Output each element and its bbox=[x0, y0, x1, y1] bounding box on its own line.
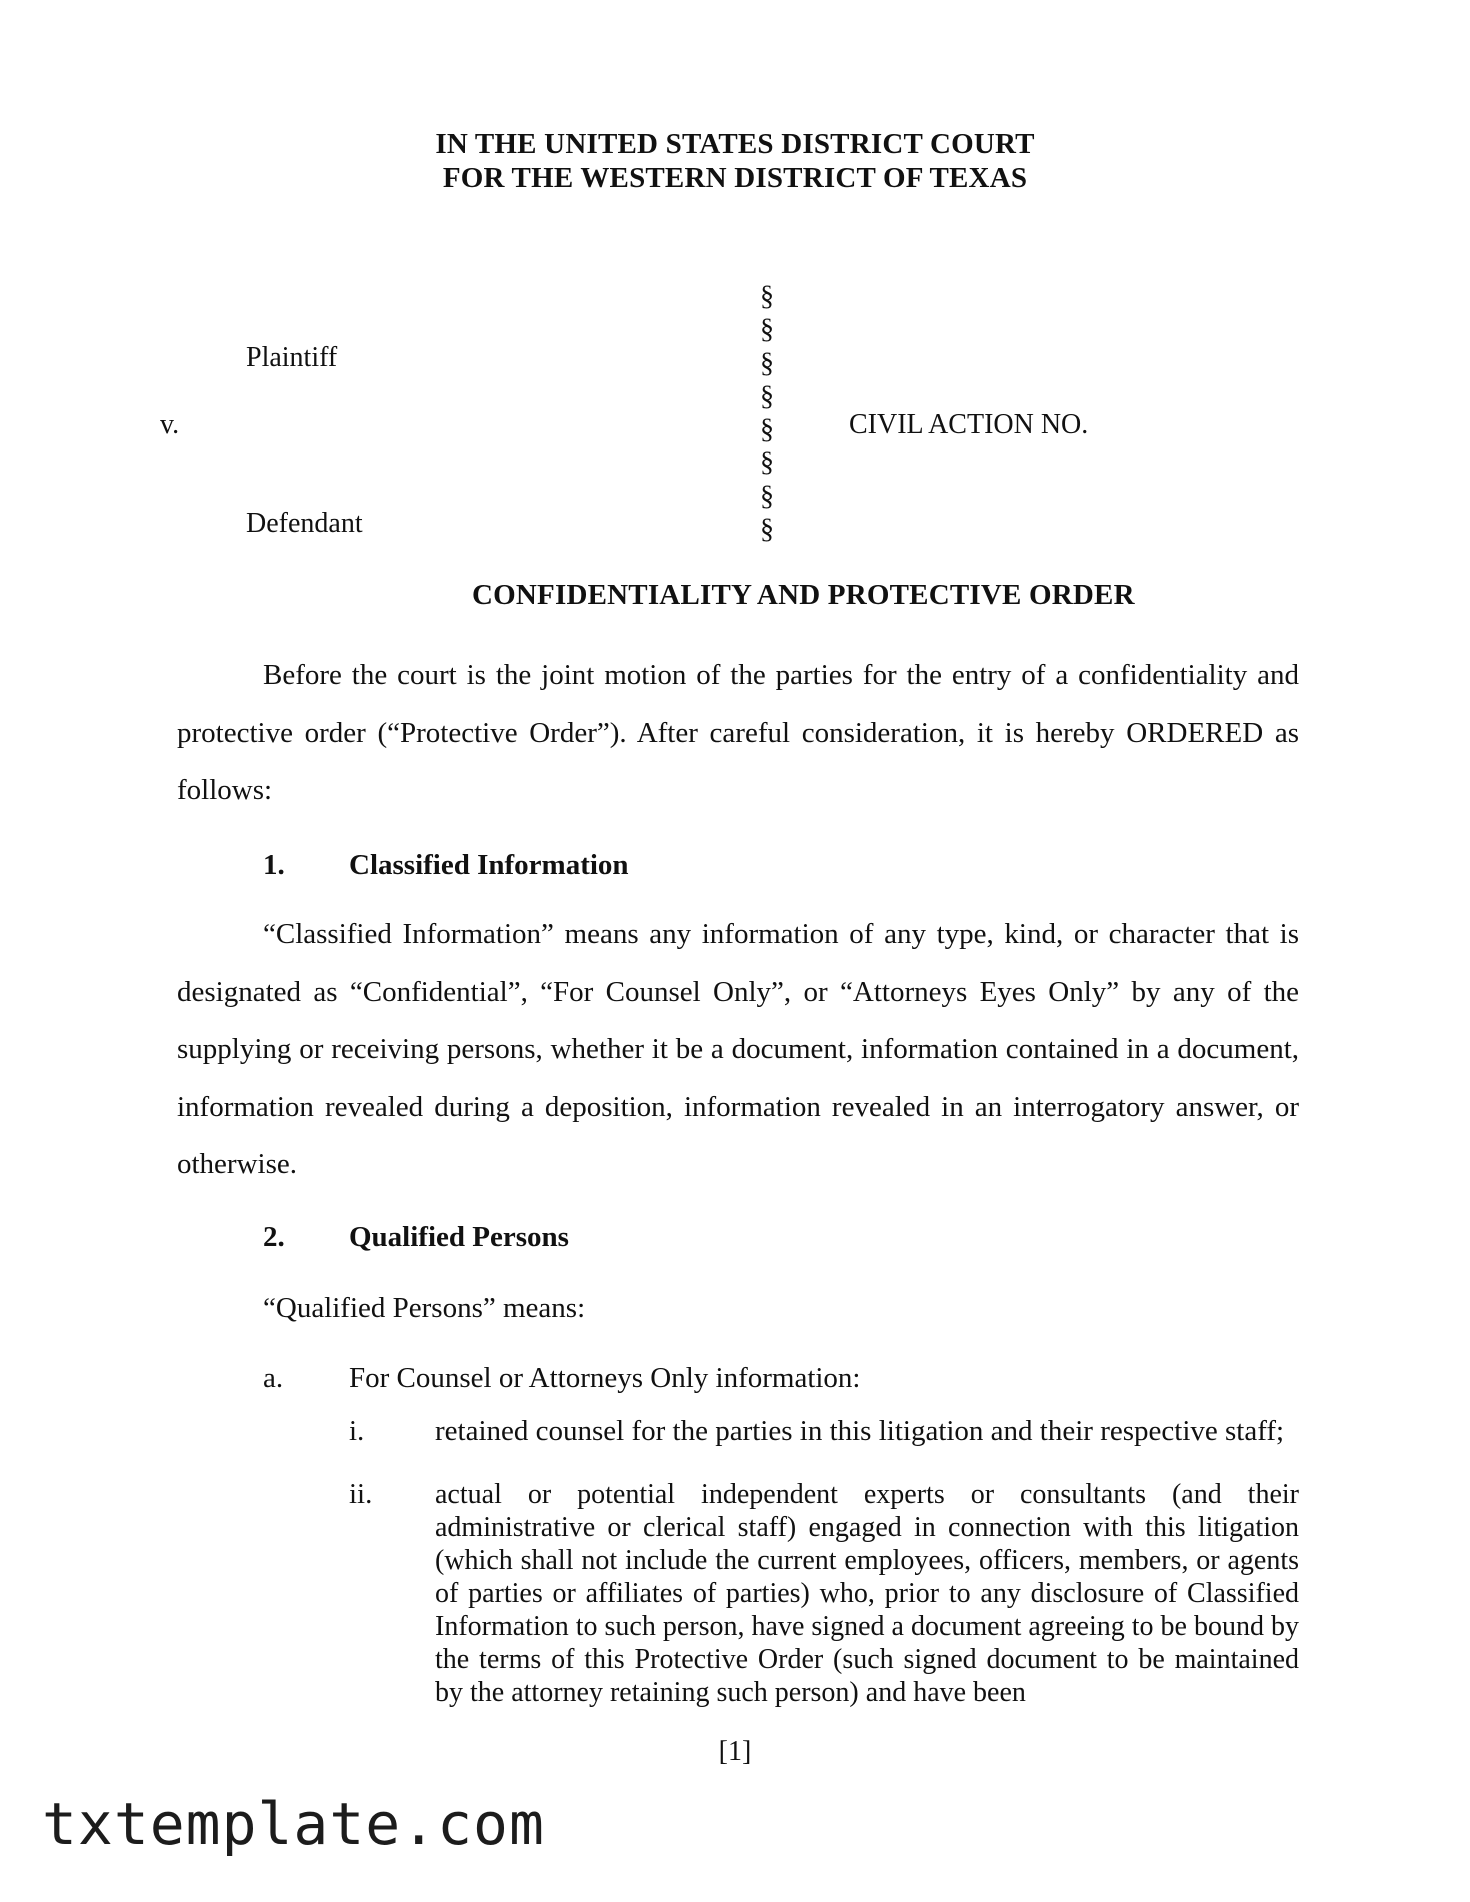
section-symbol: § bbox=[760, 414, 774, 446]
section-symbol: § bbox=[760, 347, 774, 379]
section-2-body: “Qualified Persons” means: bbox=[263, 1292, 586, 1324]
section-symbol: § bbox=[760, 314, 774, 346]
item-i-numeral: i. bbox=[349, 1415, 365, 1447]
section-1-number: 1. bbox=[263, 849, 285, 881]
section-symbol: § bbox=[760, 281, 774, 312]
subsection-a-text: For Counsel or Attorneys Only information: bbox=[349, 1362, 861, 1394]
page-number: [1] bbox=[718, 1736, 752, 1767]
defendant-label: Defendant bbox=[246, 508, 363, 539]
plaintiff-label: Plaintiff bbox=[246, 342, 338, 373]
watermark-logo: txtemplate.com bbox=[42, 1790, 545, 1858]
order-title: CONFIDENTIALITY AND PROTECTIVE ORDER bbox=[472, 579, 1135, 611]
court-name-line-2: FOR THE WESTERN DISTRICT OF TEXAS bbox=[442, 162, 1028, 194]
item-ii-numeral: ii. bbox=[349, 1478, 373, 1510]
civil-action-label: CIVIL ACTION NO. bbox=[849, 409, 1089, 440]
section-1-body: “Classified Information” means any information of any type, kind, or character that is designated as “Confidential”, “For Counsel Only”, or “Attorneys Eyes Only” by any of the supplying or receiving persons, whether it be a document, information contained in a document, information revealed during a deposition, information revealed in an interrogatory answer, or otherwise. bbox=[177, 918, 1299, 1180]
section-symbol: § bbox=[760, 380, 774, 412]
section-1-title: Classified Information bbox=[349, 849, 629, 881]
section-symbol: § bbox=[760, 514, 774, 546]
section-symbol-column bbox=[760, 280, 800, 546]
item-i-text: retained counsel for the parties in this litigation and their respective staff; bbox=[435, 1415, 1285, 1447]
subsection-a-letter: a. bbox=[263, 1362, 284, 1394]
section-2-title: Qualified Persons bbox=[349, 1221, 569, 1253]
court-name-line-1: IN THE UNITED STATES DISTRICT COURT bbox=[435, 128, 1035, 160]
section-symbol: § bbox=[760, 480, 774, 512]
section-symbol: § bbox=[760, 447, 774, 479]
intro-paragraph: Before the court is the joint motion of the parties for the entry of a confidentiality and protective order (“Protective Order”). After careful consideration, it is hereby ORDERED as follows: bbox=[177, 659, 1299, 806]
section-2-number: 2. bbox=[263, 1221, 285, 1253]
item-ii-text: actual or potential independent experts or consultants (and their administrative or clerical staff) engaged in connection with this litigation (which shall not include the current employees, officers, members, or agents of parties or affiliates of parties) who, prior to any disclosure of Classified Information to such person, have signed a document agreeing to be bound by the terms of this Protective Order (such signed document to be maintained by the attorney retaining such person) and have been bbox=[435, 1479, 1299, 1708]
versus-label: v. bbox=[160, 409, 180, 440]
